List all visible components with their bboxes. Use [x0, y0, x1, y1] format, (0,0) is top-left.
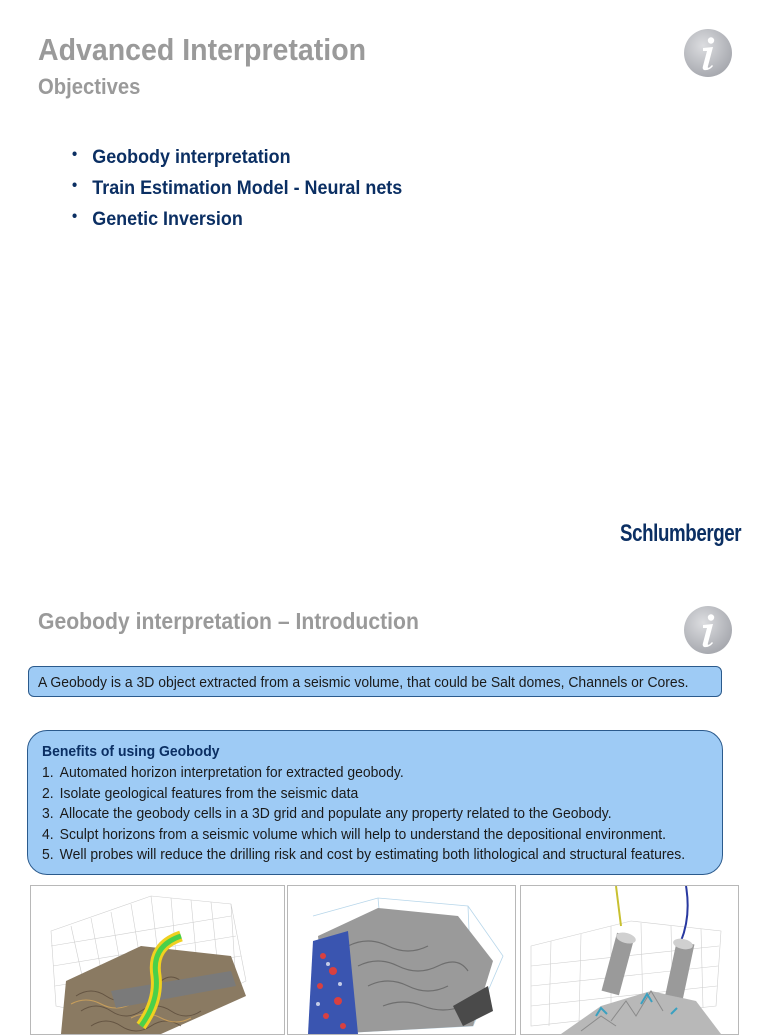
- list-item: 2. Isolate geological features from the seismic data: [42, 784, 359, 802]
- slide-title: Advanced Interpretation: [38, 32, 367, 67]
- info-icon: [683, 605, 733, 655]
- geobody-channel-image: [30, 885, 285, 1035]
- list-item: • Train Estimation Model - Neural nets: [72, 177, 403, 199]
- list-item: 5. Well probes will reduce the drilling risk and cost by estimating both lithological and structural features.: [42, 846, 686, 863]
- benefits-list: [42, 764, 734, 867]
- geobody-salt-illustration: [288, 886, 515, 1034]
- slide-title: Geobody interpretation – Introduction: [38, 608, 419, 634]
- list-item: • Genetic Inversion: [72, 208, 243, 230]
- info-icon: [683, 28, 733, 78]
- list-item: • Geobody interpretation: [72, 146, 291, 168]
- well-probe-illustration: [521, 886, 738, 1034]
- objectives-list: [72, 146, 431, 239]
- geobody-channel-illustration: [31, 886, 284, 1034]
- list-item: 1. Automated horizon interpretation for extracted geobody.: [42, 764, 404, 781]
- list-item: 4. Sculpt horizons from a seismic volume which will help to understand the depositional environment.: [42, 825, 667, 843]
- definition-text: A Geobody is a 3D object extracted from a seismic volume, that could be Salt domes, Channels or Cores.: [38, 674, 689, 691]
- benefits-box: [27, 730, 723, 875]
- definition-box: [28, 666, 722, 697]
- slide-geobody-intro: [0, 575, 768, 1024]
- benefits-title: Benefits of using Geobody: [42, 743, 220, 760]
- geobody-salt-image: [287, 885, 516, 1035]
- brand-logo: Schlumberger: [620, 520, 742, 547]
- slide-subtitle: Objectives: [38, 74, 141, 99]
- list-item: 3. Allocate the geobody cells in a 3D grid and populate any property related to the Geobody.: [42, 805, 612, 822]
- well-probe-image: [520, 885, 739, 1035]
